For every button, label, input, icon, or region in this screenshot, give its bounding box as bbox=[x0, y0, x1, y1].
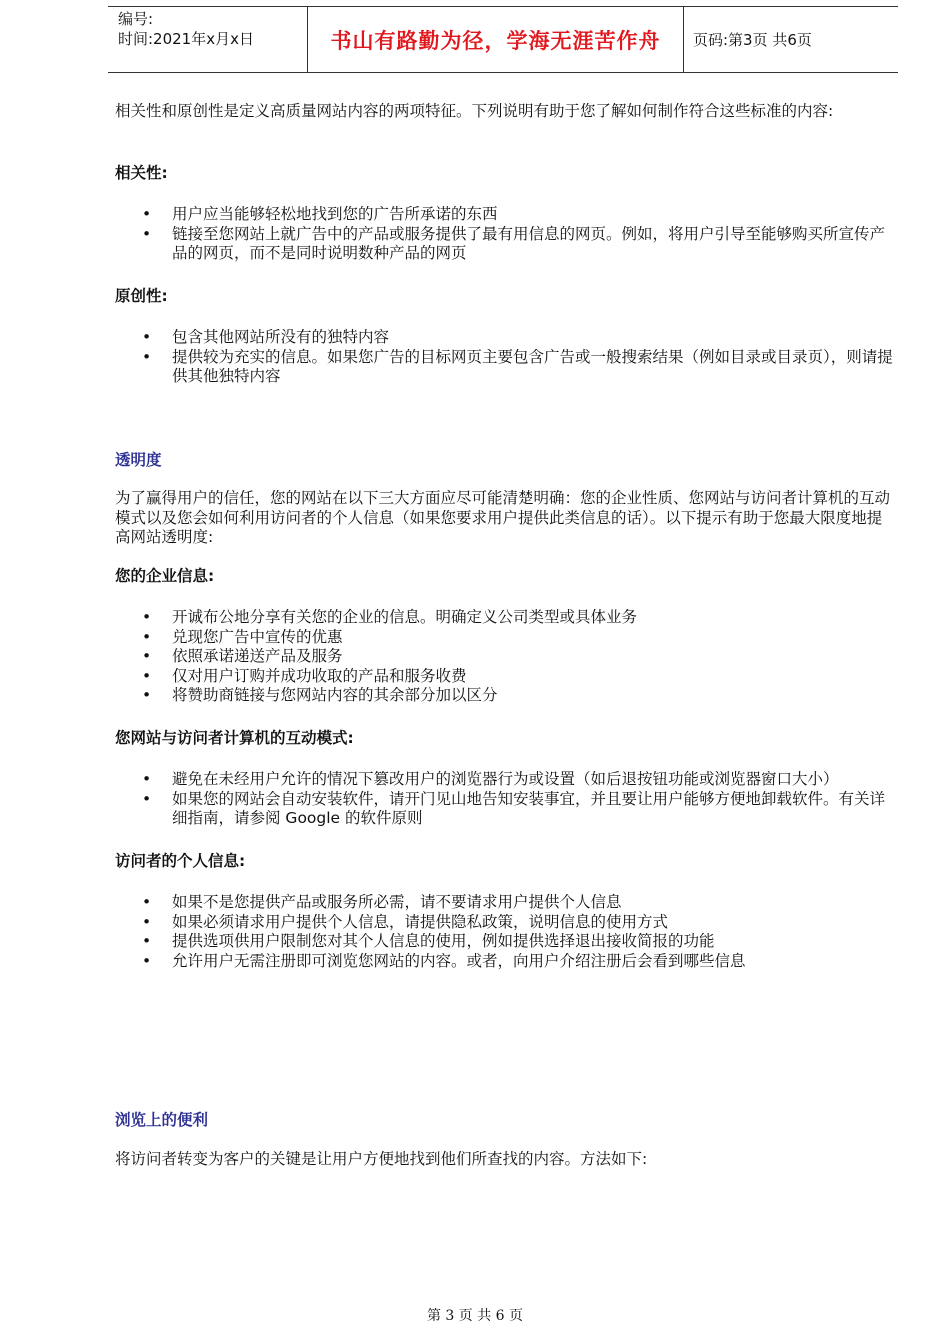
list-item: • 允许用户无需注册即可浏览您网站的内容。或者，向用户介绍注册后会看到哪些信息 bbox=[142, 951, 746, 970]
header-meta bbox=[108, 7, 308, 72]
header-page-info: 页码:第3页 共6页 bbox=[693, 31, 812, 49]
business-info-list bbox=[115, 608, 895, 706]
list-item: • 避免在未经用户允许的情况下篡改用户的浏览器行为或设置（如后退按钮功能或浏览器窗口大小） bbox=[142, 770, 839, 788]
list-item: • 依照承诺递送产品及服务 bbox=[142, 647, 343, 665]
interaction-list bbox=[115, 770, 895, 829]
header-motto-cell bbox=[308, 7, 684, 72]
header-motto: 书山有路勤为径，学海无涯苦作舟 bbox=[330, 28, 661, 53]
list-item: • 提供选项供用户限制您对其个人信息的使用，例如提供选择退出接收简报的功能 bbox=[142, 932, 715, 950]
originality-list bbox=[115, 328, 895, 387]
document-number-label: 编号: bbox=[118, 10, 154, 28]
list-item: • 如果您的网站会自动安装软件，请开门见山地告知安装事宜，并且要让用户能够方便地卸载软件。有关详细指南，请参阅 Google 的软件原则 bbox=[142, 789, 886, 827]
business-info-heading: 您的企业信息: bbox=[115, 566, 215, 585]
list-item: • 仅对用户订购并成功收取的产品和服务收费 bbox=[142, 666, 467, 685]
list-item: • 提供较为充实的信息。如果您广告的目标网页主要包含广告或一般搜索结果（例如目录或目录页），则请提供其他独特内容 bbox=[142, 347, 893, 385]
list-item: • 将赞助商链接与您网站内容的其余部分加以区分 bbox=[142, 686, 498, 704]
document-body bbox=[115, 96, 895, 1169]
list-item: • 链接至您网站上就广告中的产品或服务提供了最有用信息的网页。例如，将用户引导至能够购买所宣传产品的网页，而不是同时说明数种产品的网页 bbox=[142, 224, 886, 262]
navigation-intro: 将访问者转变为客户的关键是让用户方便地找到他们所查找的内容。方法如下: bbox=[115, 1149, 648, 1168]
personal-info-list bbox=[115, 893, 895, 971]
list-item: • 如果不是您提供产品或服务所必需，请不要请求用户提供个人信息 bbox=[142, 893, 622, 911]
transparency-heading: 透明度 bbox=[115, 450, 162, 469]
list-item: • 包含其他网站所没有的独特内容 bbox=[142, 328, 390, 346]
personal-info-heading: 访问者的个人信息: bbox=[115, 851, 246, 870]
list-item: • 兑现您广告中宣传的优惠 bbox=[142, 627, 343, 646]
list-item: • 开诚布公地分享有关您的企业的信息。明确定义公司类型或具体业务 bbox=[142, 608, 638, 626]
list-item: • 用户应当能够轻松地找到您的广告所承诺的东西 bbox=[142, 205, 498, 223]
page-footer: 第 3 页 共 6 页 bbox=[426, 1308, 524, 1324]
interaction-heading: 您网站与访问者计算机的互动模式: bbox=[115, 728, 354, 747]
document-time-label: 时间:2021年x月x日 bbox=[118, 30, 254, 48]
intro-paragraph: 相关性和原创性是定义高质量网站内容的两项特征。下列说明有助于您了解如何制作符合这些标准的内容: bbox=[115, 102, 834, 120]
originality-heading: 原创性: bbox=[115, 286, 168, 305]
navigation-heading: 浏览上的便利 bbox=[115, 1111, 209, 1129]
page-header bbox=[108, 6, 898, 73]
relevance-list bbox=[115, 205, 895, 264]
transparency-intro: 为了赢得用户的信任，您的网站在以下三大方面应尽可能清楚明确：您的企业性质、您网站与访问者计算机的互动模式以及您会如何利用访问者的个人信息（如果您要求用户提供此类信息的话）。以下提示有助于您最大限度地提高网站透明度: bbox=[115, 489, 891, 546]
relevance-heading: 相关性: bbox=[115, 163, 168, 182]
list-item: • 如果必须请求用户提供个人信息，请提供隐私政策，说明信息的使用方式 bbox=[142, 912, 669, 931]
